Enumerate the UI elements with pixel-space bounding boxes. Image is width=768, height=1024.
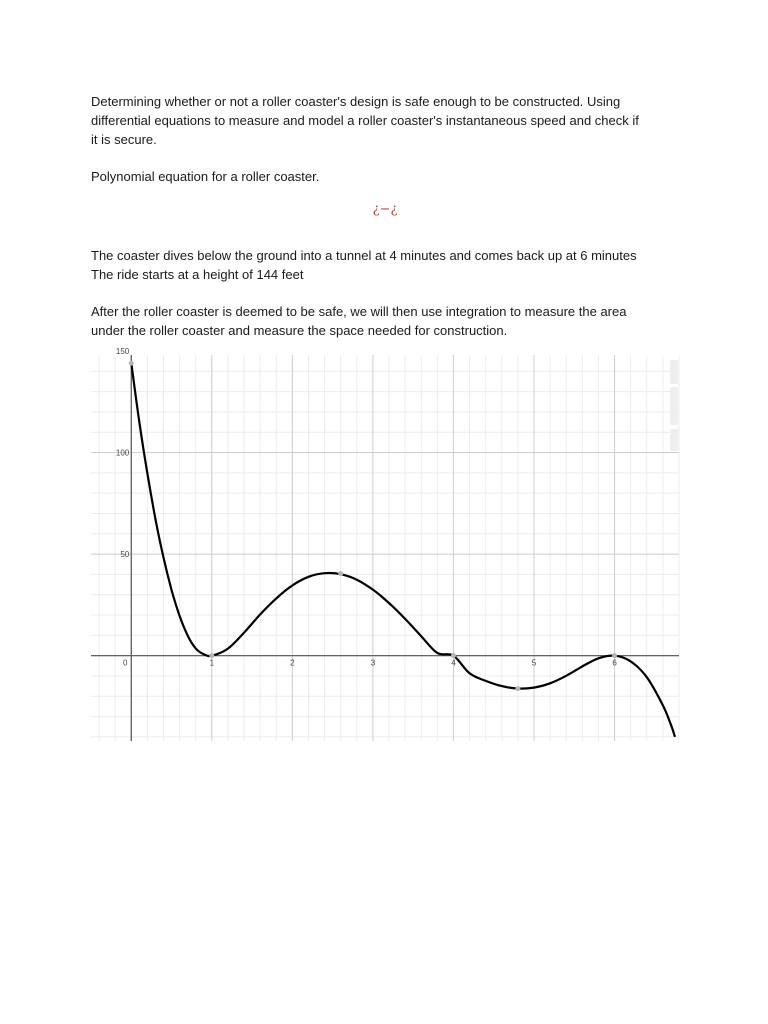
intro-line-2: differential equations to measure and model a roller coaster's instantaneous speed and check if xyxy=(91,113,639,128)
key-point-marker xyxy=(451,653,456,658)
x-tick-label: 0 xyxy=(123,658,128,668)
x-tick-label: 6 xyxy=(612,658,617,668)
key-point-marker xyxy=(209,653,214,658)
after-paragraph xyxy=(91,302,681,340)
intro-paragraph xyxy=(91,92,681,149)
zoom-out-control[interactable] xyxy=(670,387,678,425)
key-point-marker xyxy=(129,361,134,366)
key-point-marker xyxy=(515,686,520,691)
key-point-marker xyxy=(338,571,343,576)
y-tick-label: 150 xyxy=(115,346,130,356)
polynomial-label: Polynomial equation for a roller coaster. xyxy=(91,169,320,184)
roller-coaster-graph xyxy=(91,346,679,741)
intro-line-1: Determining whether or not a roller coaster's design is safe enough to be constructed. Using xyxy=(91,94,621,109)
x-tick-label: 2 xyxy=(290,658,295,668)
x-tick-label: 1 xyxy=(209,658,215,668)
x-tick-label: 4 xyxy=(451,658,456,668)
after-line-1: After the roller coaster is deemed to be safe, we will then use integration to measure the area xyxy=(91,304,627,319)
dive-line-1: The coaster dives below the ground into a tunnel at 4 minutes and comes back up at 6 minutes xyxy=(91,248,637,263)
y-tick-label: 100 xyxy=(115,448,130,458)
after-line-2: under the roller coaster and measure the space needed for construction. xyxy=(91,323,508,338)
x-tick-label: 3 xyxy=(370,658,376,668)
graph-side-controls xyxy=(670,360,678,451)
equation: ¿−¿ xyxy=(372,202,398,217)
home-view-control[interactable] xyxy=(670,429,678,451)
intro-line-3: it is secure. xyxy=(91,132,157,147)
zoom-in-control[interactable] xyxy=(670,360,678,384)
x-tick-label: 5 xyxy=(531,658,537,668)
key-point-marker xyxy=(612,653,617,658)
dive-paragraph xyxy=(91,246,681,284)
dive-line-2: The ride starts at a height of 144 feet xyxy=(91,267,304,282)
y-tick-label: 50 xyxy=(120,550,130,560)
